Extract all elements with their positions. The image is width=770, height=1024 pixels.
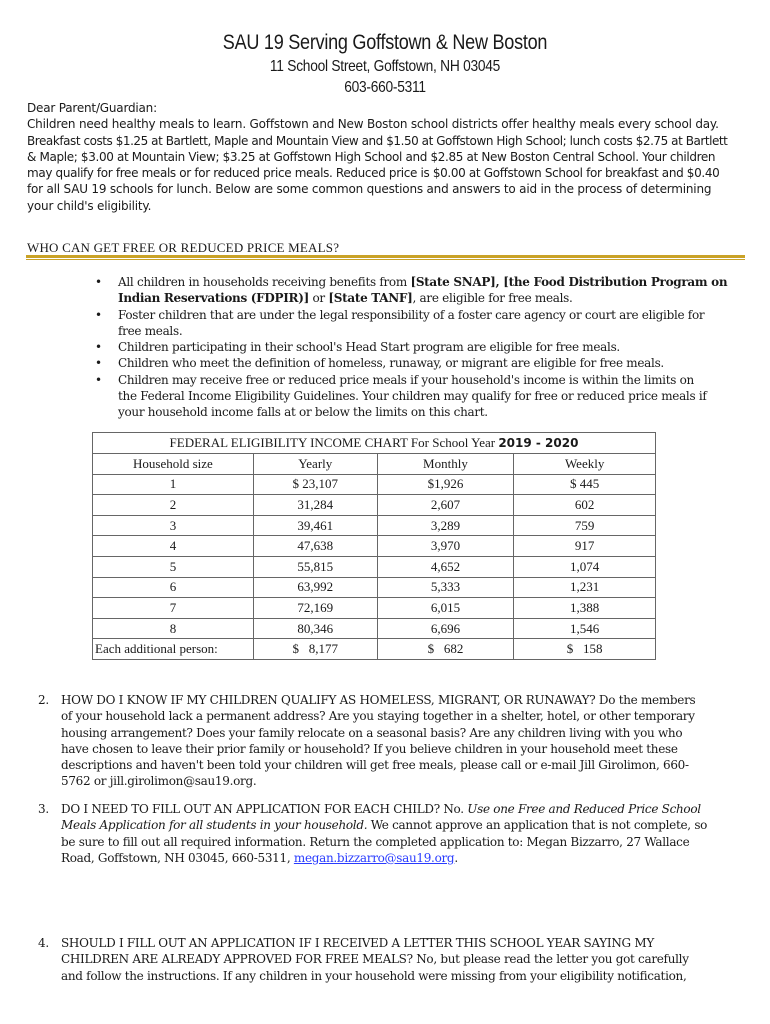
table-row <box>93 598 656 619</box>
list-item <box>95 274 755 307</box>
faq-number: 3. <box>38 802 49 816</box>
intro-line: your child's eligibility. <box>27 198 152 213</box>
school-year: 2019 - 2020 <box>498 436 579 450</box>
faq-italic-text: Use one Free and Reduced Price School <box>467 802 701 816</box>
bullet-icon: • <box>95 372 102 387</box>
table-cell: 5,333 <box>377 577 514 598</box>
column-header: Weekly <box>514 454 656 475</box>
table-cell: 2,607 <box>377 495 514 516</box>
table-cell: 4,652 <box>377 556 514 577</box>
section-heading: WHO CAN GET FREE OR REDUCED PRICE MEALS? <box>27 240 340 255</box>
table-title: FEDERAL ELIGIBILITY INCOME CHART For School Year <box>169 435 496 450</box>
table-cell: $ 23,107 <box>253 474 377 495</box>
faq-number: 2. <box>38 693 49 707</box>
table-row <box>93 536 656 557</box>
income-eligibility-table <box>92 432 656 660</box>
table-cell: 80,346 <box>253 618 377 639</box>
bullet-bold-text: [State TANF] <box>328 291 413 306</box>
table-row <box>93 618 656 639</box>
bullet-icon: • <box>95 275 102 289</box>
bullet-text: , are eligible for free meals. <box>412 291 573 306</box>
bullet-icon: • <box>95 340 102 355</box>
table-cell: 72,169 <box>253 598 377 619</box>
intro-letter <box>27 100 752 214</box>
bullet-text: the Federal Income Eligibility Guidelines. Your children may qualify for free or reduced price meals if <box>118 389 707 404</box>
bullet-text: Children participating in their school's Head Start program are eligible for free meals. <box>118 340 620 355</box>
email-link[interactable]: megan.bizzarro@sau19.org <box>293 850 455 865</box>
table-cell: $1,926 <box>377 474 514 495</box>
table-cell: 3,970 <box>377 536 514 557</box>
table-cell: 2 <box>93 495 254 516</box>
table-cell: 7 <box>93 598 254 619</box>
column-header: Yearly <box>253 454 377 475</box>
intro-line: Children need healthy meals to learn. Goffstown and New Boston school districts offer healthy meals every school day. <box>27 117 719 132</box>
faq-text: be sure to fill out all required information. Return the completed application to: Megan Bizzarro, 27 Wallace <box>61 834 690 849</box>
table-caption <box>93 433 656 454</box>
intro-line: for all SAU 19 schools for lunch. Below are some common questions and answers to aid in the process of determining <box>27 182 712 197</box>
faq-text: 5762 or jill.girolimon@sau19.org. <box>61 774 257 789</box>
list-item <box>95 307 755 340</box>
faq-text: CHILDREN ARE ALREADY APPROVED FOR FREE MEALS? No, but please read the letter you got carefully <box>61 952 689 967</box>
faq-text: of your household lack a permanent address? Are you staying together in a shelter, hotel, or other temporary <box>61 709 695 724</box>
faq-text: descriptions and haven't been told your children will get free meals, please call or e-mail Jill Girolimon, 660- <box>61 758 689 773</box>
faq-text: SHOULD I FILL OUT AN APPLICATION IF I RECEIVED A LETTER THIS SCHOOL YEAR SAYING MY <box>61 936 654 950</box>
table-row-additional <box>93 639 656 660</box>
faq-text: have chosen to leave their prior family or household? If you believe children in your household meet these <box>61 741 678 756</box>
bullet-text: or <box>308 291 329 306</box>
list-item <box>95 372 755 421</box>
eligibility-list <box>95 274 755 421</box>
gold-rule-thin <box>26 259 745 260</box>
list-item <box>95 355 755 371</box>
table-cell: 6,696 <box>377 618 514 639</box>
bullet-icon: • <box>95 307 102 322</box>
table-cell: 6 <box>93 577 254 598</box>
bullet-text: Foster children that are under the legal responsibility of a foster care agency or court are eligible for <box>118 307 705 322</box>
table-cell: 1,546 <box>514 618 656 639</box>
intro-line: may qualify for free meals or for reduced price meals. Reduced price is $0.00 at Goffstown School for breakfast and $0.40 <box>27 166 720 181</box>
table-cell: 759 <box>514 515 656 536</box>
table-cell: 917 <box>514 536 656 557</box>
table-cell: 63,992 <box>253 577 377 598</box>
table-row <box>93 577 656 598</box>
table-cell: 3 <box>93 515 254 536</box>
bullet-icon: • <box>95 356 102 371</box>
table-cell: $ 158 <box>514 639 656 660</box>
faq-number: 4. <box>38 936 49 950</box>
bullet-text: free meals. <box>118 323 183 338</box>
table-caption-row <box>93 433 656 454</box>
table-cell: 1,388 <box>514 598 656 619</box>
list-item <box>95 339 755 355</box>
table-cell: $ 445 <box>514 474 656 495</box>
faq-text: housing arrangement? Does your family relocate on a seasonal basis? Are any children living with you who <box>61 725 683 740</box>
intro-line: & Maple; $3.00 at Mountain View; $3.25 at Goffstown High School and $2.85 at New Boston Central School. Your children <box>27 149 716 164</box>
table-cell: $ 8,177 <box>253 639 377 660</box>
table-cell: $ 682 <box>377 639 514 660</box>
bullet-text: All children in households receiving benefits from <box>118 275 411 289</box>
table-cell: 31,284 <box>253 495 377 516</box>
page-title: SAU 19 Serving Goffstown & New Boston <box>222 31 548 54</box>
bullet-text: your household income falls at or below the limits on this chart. <box>118 405 488 420</box>
phone-number: 603-660-5311 <box>344 79 426 96</box>
column-header: Monthly <box>377 454 514 475</box>
table-cell: 5 <box>93 556 254 577</box>
bullet-text: Children may receive free or reduced price meals if your household's income is within the limits on <box>118 372 694 387</box>
table-cell: 6,015 <box>377 598 514 619</box>
table-cell: 602 <box>514 495 656 516</box>
table-cell: 39,461 <box>253 515 377 536</box>
faq-text: and follow the instructions. If any children in your household were missing from your eligibility notification, <box>61 968 687 983</box>
table-row <box>93 556 656 577</box>
table-cell: 4 <box>93 536 254 557</box>
table-cell: 1,231 <box>514 577 656 598</box>
faq-text: . <box>454 850 458 865</box>
table-cell: 55,815 <box>253 556 377 577</box>
table-cell: 3,289 <box>377 515 514 536</box>
table-header-row <box>93 454 656 475</box>
address: 11 School Street, Goffstown, NH 03045 <box>269 58 501 75</box>
faq-text: HOW DO I KNOW IF MY CHILDREN QUALIFY AS HOMELESS, MIGRANT, OR RUNAWAY? Do the members <box>61 693 696 707</box>
bullet-bold-text: [State SNAP], [the Food Distribution Program on <box>410 275 728 289</box>
table-row <box>93 515 656 536</box>
table-cell: 1,074 <box>514 556 656 577</box>
salutation: Dear Parent/Guardian: <box>27 101 157 115</box>
table-row <box>93 495 656 516</box>
faq-text: DO I NEED TO FILL OUT AN APPLICATION FOR EACH CHILD? No. <box>61 802 468 816</box>
column-header: Household size <box>93 454 254 475</box>
table-cell: 1 <box>93 474 254 495</box>
table-cell: 8 <box>93 618 254 639</box>
table-cell: 47,638 <box>253 536 377 557</box>
table-row <box>93 474 656 495</box>
faq-text: Road, Goffstown, NH 03045, 660-5311, <box>61 850 294 865</box>
bullet-text: Children who meet the definition of homeless, runaway, or migrant are eligible for free meals. <box>118 356 664 371</box>
faq-italic-text: Meals Application for all students in your household. <box>61 818 368 833</box>
bullet-bold-text: Indian Reservations (FDPIR)] <box>118 291 309 306</box>
faq-text: We cannot approve an application that is not complete, so <box>367 818 708 833</box>
table-cell: Each additional person: <box>93 639 254 660</box>
gold-rule <box>26 255 745 258</box>
intro-line: Breakfast costs $1.25 at Bartlett, Maple and Mountain View and $1.50 at Goffstown High School; lunch costs $2.75 at Bartlett <box>27 133 728 148</box>
